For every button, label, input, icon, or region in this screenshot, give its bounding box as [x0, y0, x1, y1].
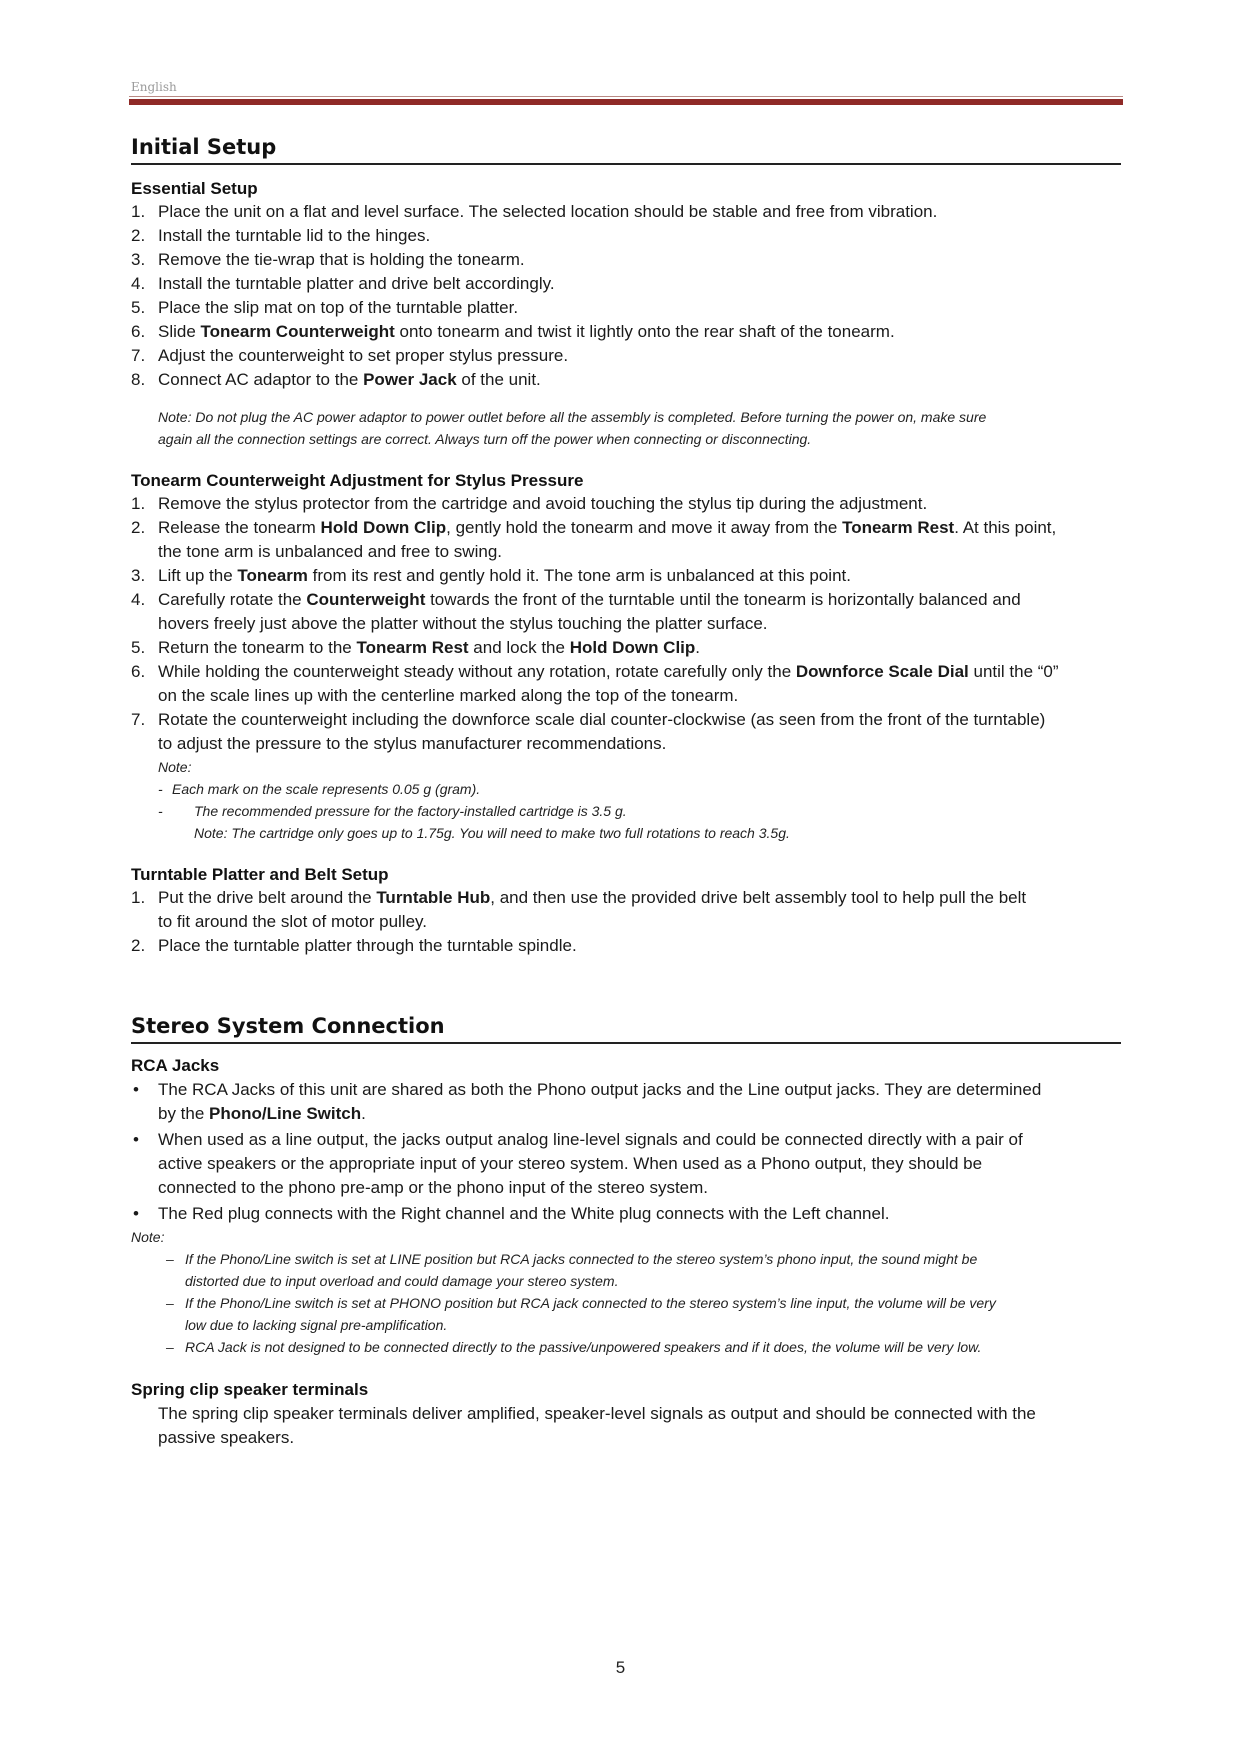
- stereo-section: [131, 1014, 1121, 1450]
- subheading: Essential Setup: [131, 179, 258, 198]
- list-item: 1. Put the drive belt around the Turntable Hub, and then use the provided drive belt assembly tool to help pull the belt to fit around the slot of motor pulley.: [131, 888, 1027, 931]
- note-line: again all the connection settings are correct. Always turn off the power when connecting or disconnecting.: [158, 431, 812, 447]
- list-item: 7. Adjust the counterweight to set proper stylus pressure.: [131, 346, 569, 365]
- list-item: 3. Lift up the Tonearm from its rest and gently hold it. The tone arm is unbalanced at this point.: [131, 566, 851, 585]
- note-item: - Each mark on the scale represents 0.05 g (gram).: [158, 781, 481, 797]
- list-item: 2. Install the turntable lid to the hinges.: [131, 226, 431, 245]
- note-item: – If the Phono/Line switch is set at PHONO position but RCA jack connected to the stereo system’s line input, the volume will be very low due to lacking signal pre-amplification.: [166, 1295, 996, 1333]
- list-item: 2. Release the tonearm Hold Down Clip, gently hold the tonearm and move it away from the Tonearm Rest. At this point, the tone arm is unbalanced and free to swing.: [131, 518, 1057, 561]
- essential-setup-list: [131, 200, 1121, 392]
- list-item: 3. Remove the tie-wrap that is holding the tonearm.: [131, 250, 525, 269]
- header-divider-thick: [129, 99, 1123, 105]
- paragraph: The spring clip speaker terminals deliver amplified, speaker-level signals as output and should be connected with the passive speakers.: [158, 1404, 1036, 1447]
- list-item: 1. Remove the stylus protector from the cartridge and avoid touching the stylus tip during the adjustment.: [131, 494, 928, 513]
- note-item: Note: The cartridge only goes up to 1.75g. You will need to make two full rotations to reach 3.5g.: [194, 825, 790, 841]
- list-item: 4. Carefully rotate the Counterweight towards the front of the turntable until the tonearm is horizontally balanced and hovers freely just above the platter without the stylus touching the platter surface.: [131, 590, 1021, 633]
- list-item: 4. Install the turntable platter and drive belt accordingly.: [131, 274, 555, 293]
- note-item: – RCA Jack is not designed to be connected directly to the passive/unpowered speakers and if it does, the volume will be very low.: [166, 1339, 982, 1355]
- list-item: 5. Place the slip mat on top of the turntable platter.: [131, 298, 519, 317]
- note-label: Note:: [131, 1229, 165, 1245]
- list-item: • The Red plug connects with the Right channel and the White plug connects with the Left channel.: [133, 1204, 890, 1223]
- subheading: Turntable Platter and Belt Setup: [131, 865, 389, 884]
- header-divider-thin: [129, 96, 1123, 97]
- initial-setup-section: [131, 135, 1121, 958]
- platter-belt-setup: [131, 864, 1121, 958]
- rca-bullet-list: [131, 1078, 1121, 1226]
- list-item: 5. Return the tonearm to the Tonearm Rest and lock the Hold Down Clip.: [131, 638, 701, 657]
- note: [131, 406, 1121, 450]
- subheading: Tonearm Counterweight Adjustment for Stylus Pressure: [131, 471, 584, 490]
- counterweight-list: [131, 492, 1121, 756]
- section-title: Stereo System Connection: [131, 1014, 1121, 1044]
- list-item: • When used as a line output, the jacks output analog line-level signals and could be connected directly with a pair of active speakers or the appropriate input of your stereo system. When used as a Phono output, they should be connected to the phono pre-amp or the phono input of the stereo system.: [133, 1130, 1023, 1197]
- platter-list: [131, 886, 1121, 958]
- note-line: Note: Do not plug the AC power adaptor to power outlet before all the assembly is completed. Before turning the power on, make sure: [158, 409, 987, 425]
- header-language: English: [131, 80, 177, 94]
- spring-clip-terminals: [131, 1378, 1121, 1450]
- rca-jacks: [131, 1054, 1121, 1358]
- list-item: • The RCA Jacks of this unit are shared as both the Phono output jacks and the Line output jacks. They are determined by the Phono/Line Switch.: [133, 1080, 1042, 1123]
- essential-setup: [131, 178, 1121, 450]
- subheading: Spring clip speaker terminals: [131, 1380, 369, 1399]
- note-label: Note:: [158, 759, 192, 775]
- list-item: 6. While holding the counterweight steady without any rotation, rotate carefully only the Downforce Scale Dial until the “0” on the scale lines up with the centerline marked along the top of the tonearm.: [131, 662, 1059, 705]
- subheading: RCA Jacks: [131, 1056, 220, 1075]
- list-item: 2. Place the turntable platter through the turntable spindle.: [131, 936, 577, 955]
- list-item: 6. Slide Tonearm Counterweight onto tonearm and twist it lightly onto the rear shaft of the tonearm.: [131, 322, 895, 341]
- list-item: 7. Rotate the counterweight including the downforce scale dial counter-clockwise (as seen from the front of the turntable) to adjust the pressure to the stylus manufacturer recommendations.: [131, 710, 1046, 753]
- note-item: – If the Phono/Line switch is set at LINE position but RCA jacks connected to the stereo system’s phono input, the sound might be distorted due to input overload and could damage your stereo system.: [166, 1251, 978, 1289]
- page-number: 5: [615, 1658, 626, 1677]
- note: [131, 1226, 1121, 1358]
- list-item: 1. Place the unit on a flat and level surface. The selected location should be stable and free from vibration.: [131, 202, 938, 221]
- section-title: Initial Setup: [131, 135, 1121, 165]
- list-item: 8. Connect AC adaptor to the Power Jack of the unit.: [131, 370, 541, 389]
- counterweight-adjustment: [131, 470, 1121, 844]
- note-item: - The recommended pressure for the factory-installed cartridge is 3.5 g.: [158, 803, 627, 819]
- note: [131, 756, 1121, 844]
